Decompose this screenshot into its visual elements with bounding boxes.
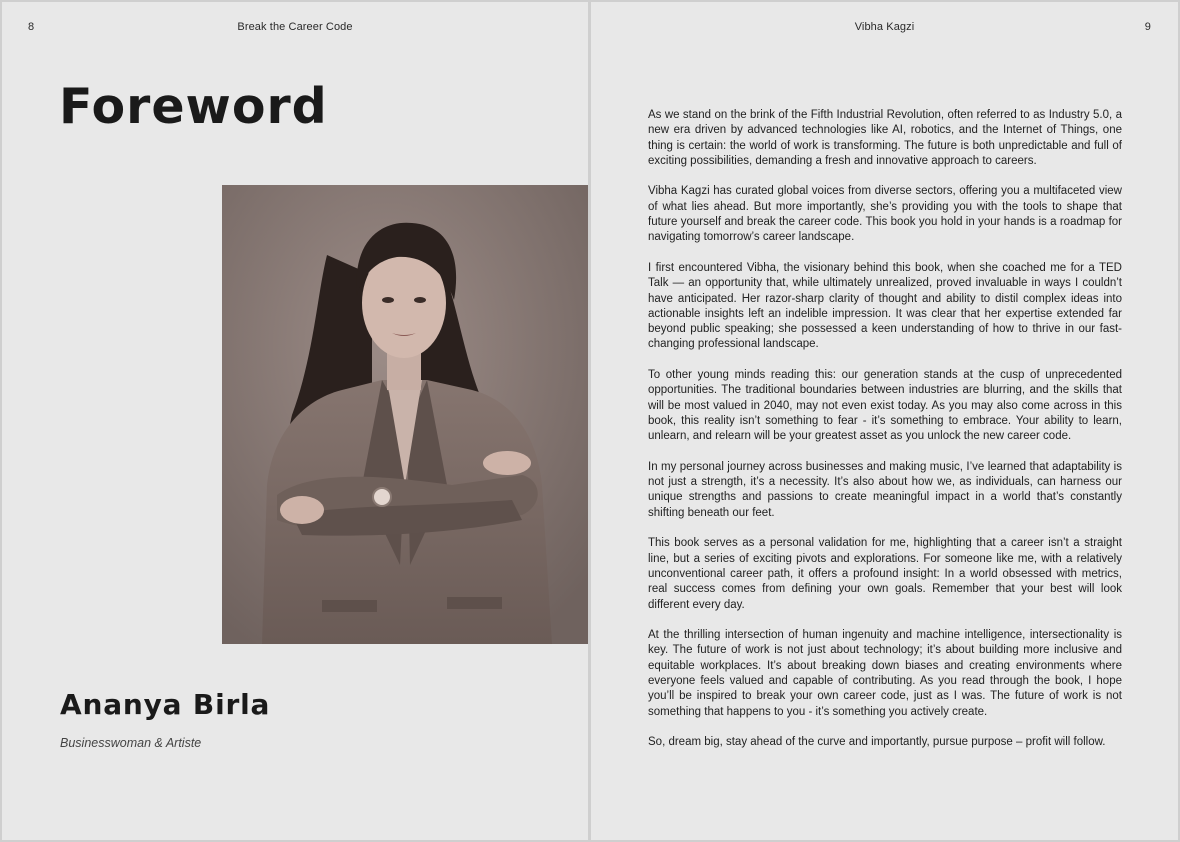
body-paragraph: I first encountered Vibha, the visionary behind this book, when she coached me for a TED Talk — an opportunity that, while ultimately unrealized, proved invaluable in ways I couldn’t have anticipated. Her razor-sharp clarity of thought and ability to distil complex ideas into actionable insights left an indelible impression. It was clear that her expertise extended far beyond public speaking; she possessed a keen understanding of how to thrive in our fast-changing professional landscape. — [648, 261, 1122, 351]
body-paragraph: Vibha Kagzi has curated global voices from diverse sectors, offering you a multifaceted view of what lies ahead. But more importantly, she’s providing you with the tools to shape that future yourself and break the career code. This book you hold in your hands is a roadmap for navigating tomorrow’s career landscape. — [648, 185, 1122, 244]
body-paragraph: This book serves as a personal validation for me, highlighting that a career isn’t a straight line, but a series of exciting pivots and explorations. For someone like me, with a relatively unconventional career path, it offers a profound insight: In a world obsessed with metrics, real success comes from defining your own goals. Remember that your best will look different every day. — [648, 537, 1122, 611]
body-paragraph: To other young minds reading this: our generation stands at the cusp of unprecedented opportunities. The traditional boundaries between industries are blurring, and the skills that will be most valued in 2040, may not even exist today. As you may also come across in this book, this reality isn’t something to fear - it’s something to embrace. Your ability to learn, unlearn, and relearn will be your greatest asset as you unlock the new career code. — [648, 369, 1122, 443]
foreword-heading: Foreword — [59, 78, 328, 135]
body-paragraph: So, dream big, stay ahead of the curve and importantly, pursue purpose – profit will follow. — [648, 736, 1106, 749]
left-page-number: 8 — [28, 21, 35, 33]
author-portrait — [222, 185, 588, 644]
body-paragraph: As we stand on the brink of the Fifth Industrial Revolution, often referred to as Industry 5.0, a new era driven by advanced technologies like AI, robotics, and the Internet of Things, one thing is certain: the world of work is transforming. The future is both unpredictable and full of exciting possibilities, demanding a fresh and innovative approach to careers. — [648, 109, 1122, 167]
right-running-title: Vibha Kagzi — [854, 21, 915, 33]
author-name: Ananya Birla — [60, 688, 271, 721]
right-page — [591, 2, 1178, 840]
body-paragraph: In my personal journey across businesses and making music, I’ve learned that adaptability is not just a strength, it’s a necessity. It’s also about how we, as individuals, can harness our unique strengths and passions to create meaningful impact in a world that’s constantly shifting beneath our feet. — [648, 460, 1122, 519]
right-page-number: 9 — [1144, 21, 1151, 33]
body-paragraph: At the thrilling intersection of human ingenuity and machine intelligence, intersectionality is key. The future of work is not just about technology; it’s about building more inclusive and equitable workplaces. It’s about breaking down biases and creating environments where everyone feels valued and capable of contributing. As you read through the book, I hope you’ll be inspired to break your own career code, just as I was. The future of work is not something that happens to you - it’s something you actively create. — [648, 629, 1122, 718]
left-page — [2, 2, 588, 840]
author-role: Businesswoman & Artiste — [60, 736, 202, 750]
left-running-title: Break the Career Code — [237, 21, 353, 33]
foreword-body — [648, 108, 1122, 766]
